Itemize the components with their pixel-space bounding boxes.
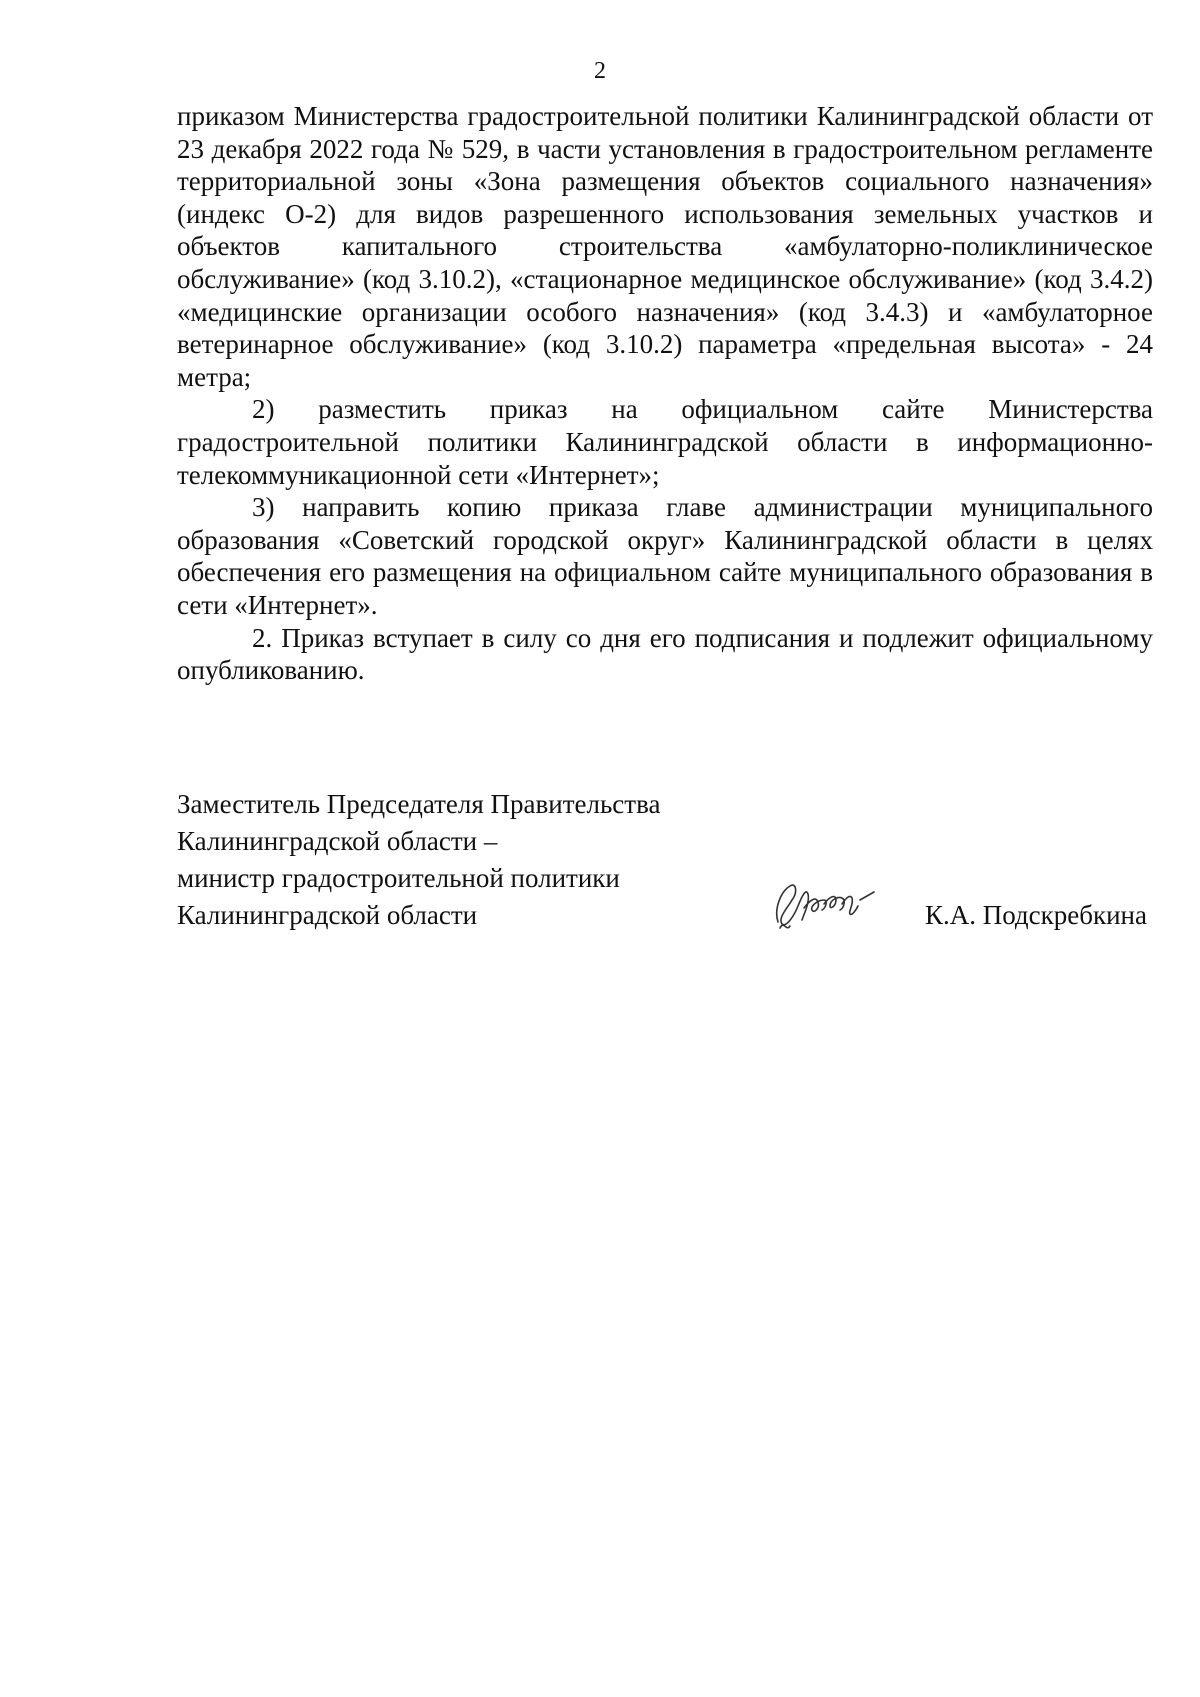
- paragraph-clause-2: 2. Приказ вступает в силу со дня его подписания и подлежит официальному опубликованию.: [177, 622, 1153, 686]
- paragraph-continuation: приказом Министерства градостроительной политики Калининградской области от 23 декабря 2022 года № 529, в части установления в градостроительном регламенте территориальной зоны «Зона размещения объектов социального назначения» (индекс О-2) для видов разрешенного использования земельных участков и объектов капитального строительства «амбулаторно-поликлиническое обслуживание» (код 3.10.2), «стационарное медицинское обслуживание» (код 3.4.2) «медицинские организации особого назначения» (код 3.4.3) и «амбулаторное ветеринарное обслуживание» (код 3.10.2) параметра «предельная высота» - 24 метра;: [177, 101, 1153, 392]
- page-number: 2: [594, 58, 606, 84]
- signer-name: К.А. Подскребкина: [924, 900, 1147, 930]
- signatory-title-line: министр градостроительной политики: [177, 863, 620, 893]
- paragraph-item-3: 3) направить копию приказа главе администрации муниципального образования «Советский городской округ» Калининградской области в целях обеспечения его размещения на официальном сайте муниципального образования в сети «Интернет».: [177, 492, 1153, 620]
- signatory-title-line: Калининградской области: [177, 900, 478, 930]
- paragraph-item-2: 2) разместить приказ на официальном сайте Министерства градостроительной политики Калининградской области в информационно-телекоммуникационной сети «Интернет»;: [177, 394, 1153, 490]
- handwritten-signature: [760, 870, 880, 940]
- signatory-title: [177, 786, 660, 934]
- document-body: [177, 100, 1153, 687]
- signatory-title-line: Заместитель Председателя Правительства: [177, 789, 661, 819]
- signatory-title-line: Калининградской области –: [177, 826, 498, 856]
